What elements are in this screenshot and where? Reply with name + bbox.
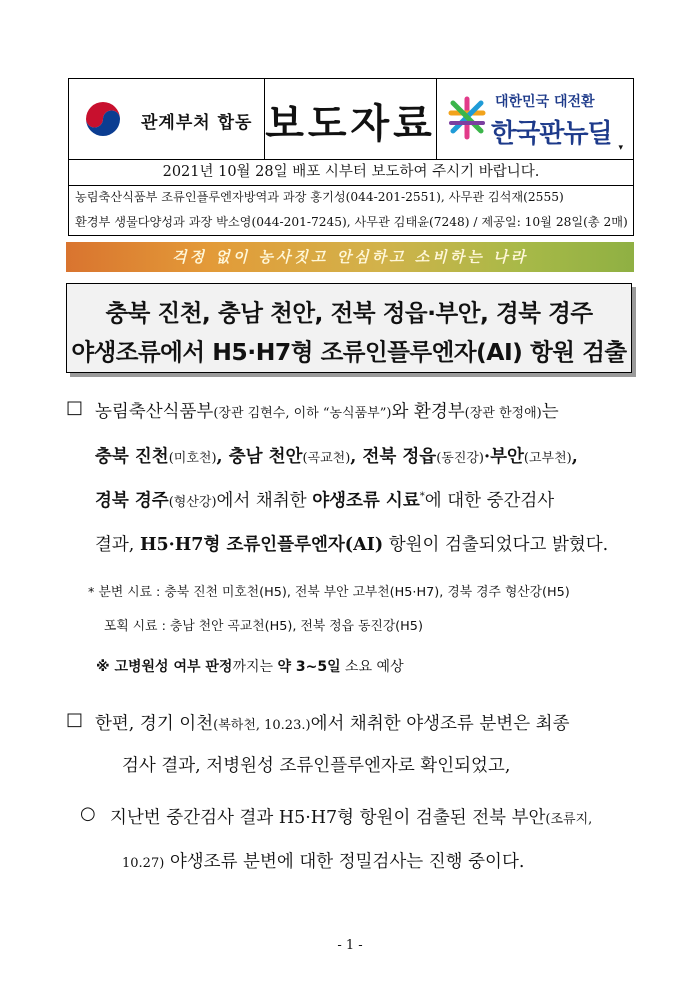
footnote-captured-samples: 포획 시료 : 충남 천안 곡교천(H5), 전북 정읍 동진강(H5) — [104, 619, 423, 634]
page-number: - 1 - — [337, 938, 363, 953]
paragraph-2-line-1: 한편, 경기 이천(복하천, 10.23.)에서 채취한 야생조류 분변은 최종 — [95, 714, 570, 734]
title-cell — [265, 79, 437, 159]
headline-box — [66, 283, 632, 373]
dept-cell — [69, 79, 265, 159]
headline-line-2: 야생조류에서 H5·H7형 조류인플루엔자(AI) 항원 검출 — [71, 338, 627, 366]
contact-block — [69, 185, 633, 237]
logo-cell — [437, 79, 633, 159]
government-seal-icon — [83, 99, 123, 139]
paragraph-1-box-marker: □ — [66, 397, 84, 418]
paragraph-1-line-4: 결과, H5·H7형 조류인플루엔자(AI) 항원이 검출되었다고 밝혔다. — [95, 535, 609, 555]
contact-line-2: 환경부 생물다양성과 과장 박소영(044-201-7245), 사무관 김태윤(7248) / 제공일: 10월 28일(총 2매) — [75, 215, 628, 229]
sub-bullet-marker: ○ — [80, 803, 96, 824]
press-header-table — [68, 78, 634, 236]
sub-bullet-line-1: 지난번 중간검사 결과 H5·H7형 항원이 검출된 전북 부안(조류지, — [110, 808, 593, 828]
paragraph-1-line-2: 충북 진천(미호천), 충남 천안(곡교천), 전북 정읍(동진강)·부안(고부천), — [95, 447, 578, 467]
logo-subtitle: 대한민국 대전환 — [495, 94, 595, 110]
paragraph-1-line-3: 경북 경주(형산강)에서 채취한 야생조류 시료*에 대한 중간검사 — [95, 491, 555, 511]
note-pathogenicity-timeline: ※ 고병원성 여부 판정까지는 약 3~5일 소요 예상 — [96, 659, 404, 675]
footnote-feces-samples: * 분변 시료 : 충북 진천 미호천(H5), 전북 부안 고부천(H5·H7), 경북 경주 형산강(H5) — [88, 585, 570, 600]
header-top-row — [69, 79, 633, 160]
new-deal-logo-icon — [447, 95, 487, 141]
headline-line-1: 충북 진천, 충남 천안, 전북 정읍·부안, 경북 경주 — [105, 299, 593, 327]
sub-bullet-line-2: 10.27) 야생조류 분변에 대한 정밀검사는 진행 중이다. — [122, 852, 525, 872]
release-notice: 2021년 10월 28일 배포 시부터 보도하여 주시기 바랍니다. — [69, 159, 633, 186]
paragraph-2-box-marker: □ — [66, 709, 84, 730]
slogan-banner: 걱정 없이 농사짓고 안심하고 소비하는 나라 — [66, 242, 634, 272]
press-release-title: 보도자료 — [265, 101, 436, 147]
contact-line-1: 농림축산식품부 조류인플루엔자방역과 과장 홍기성(044-201-2551), 사무관 김석재(2555) — [75, 190, 564, 204]
paragraph-1-line-1: 농림축산식품부(장관 김현수, 이하 “농식품부”)와 환경부(장관 한정애)는 — [95, 402, 559, 422]
logo-title: 한국판뉴딜 — [491, 119, 612, 149]
paragraph-2-line-2: 검사 결과, 저병원성 조류인플루엔자로 확인되었고, — [122, 756, 511, 776]
logo-dot: ▾ — [618, 143, 623, 153]
department-label: 관계부처 합동 — [141, 113, 253, 133]
